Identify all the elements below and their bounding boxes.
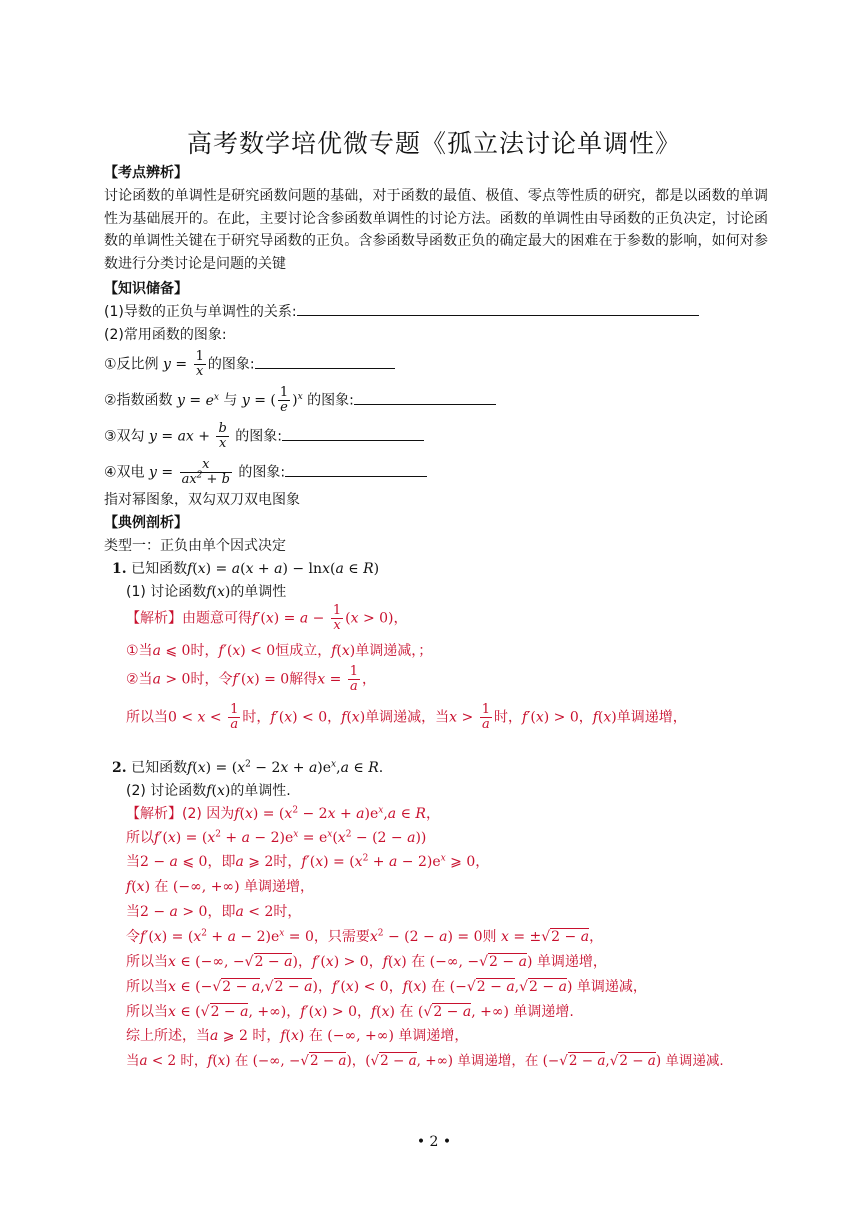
example-2-solution-line-5: 当2 − a > 0，即a < 2时， [126, 904, 302, 920]
page-title: 高考数学培优微专题《孤立法讨论单调性》 [186, 129, 681, 158]
example-2-solution-line-3: 当2 − a ⩽ 0，即a ⩾ 2时，$f'(x) = (x^2 + a - 2)e^x$ ⩾ 0， [126, 853, 490, 870]
example-2-solution-line-8: 所以当x ∈ (−√2 − a,√2 − a)，f′(x) < 0，f(x) 在 (−√2 − a,√2 − a) 单调递减， [126, 979, 647, 995]
knowledge-item-2: (2)常用函数的图象: [104, 327, 227, 343]
knowledge-item-7: 指对幂图象，双勾双刀双电图象 [104, 492, 300, 508]
example-1-solution-line-3: ②当a > 0时，令f′(x) = 0解得x = $\frac{1}{a}$ ， [126, 664, 377, 694]
knowledge-item-6: ④双电 y = $\frac{x}{ax^2 + b}$ 的图象: [104, 458, 427, 487]
example-2-question: (2) 讨论函数f(x)的单调性. [126, 783, 291, 799]
answer-blank [255, 354, 395, 369]
knowledge-item-5: ③双勾 y = ax + $\frac{b}{x}$ 的图象: [104, 422, 424, 451]
example-1-solution-line-4: 所以当0 < x < $\frac{1}{a}$ 时，f′(x) < 0，f(x)单调递减，当x > $\frac{1}{a}$ 时，f′(x) > 0，f(x)单调递增， [126, 702, 687, 732]
answer-blank [354, 390, 496, 405]
example-1-solution-line-1: 【解析】由题意可得f′(x) = a − $\frac{1}{x}$ (x > 0)， [126, 603, 408, 633]
example-2-solution-line-4: f(x) 在 (−∞, +∞) 单调递增， [126, 879, 314, 895]
example-2-solution-line-11: 当a < 2 时，f(x) 在 (−∞, −√2 − a)，(√2 − a, +∞) 单调递增，在 (−√2 − a,√2 − a) 单调递减. [126, 1053, 724, 1069]
analysis-heading: 【考点辨析】 [104, 165, 188, 181]
answer-blank [297, 301, 699, 316]
answer-blank [285, 462, 427, 477]
page-number: • 2 • [416, 1134, 452, 1150]
knowledge-item-4: ②指数函数 $y = e^x$ 与 y = ( $\frac{1}{e}$ )$^x$ 的图象: [104, 386, 496, 415]
example-1-stem: 1. 已知函数f(x) = a(x + a) − lnx(a ∈ R) [112, 561, 380, 577]
knowledge-item-3: ①反比例 y = $\frac{1}{x}$ 的图象: [104, 350, 395, 379]
knowledge-heading: 【知识储备】 [104, 281, 188, 297]
example-2-solution-line-10: 综上所述，当a ⩾ 2 时，f(x) 在 (−∞, +∞) 单调递增， [126, 1028, 469, 1044]
example-2-solution-line-2: 所以$f'(x) = (x^2 + a - 2)e^x = e^x(x^2 - (2 - a))$ [126, 829, 427, 846]
type-one-label: 类型一：正负由单个因式决定 [104, 538, 286, 554]
example-2-stem: 2. 已知函数$f(x) = (x^2 - 2x + a)e^x,a$ ∈ R. [112, 759, 384, 776]
example-1-question: (1) 讨论函数f(x)的单调性 [126, 584, 287, 600]
examples-heading: 【典例剖析】 [104, 515, 188, 531]
example-1-solution-line-2: ①当a ⩽ 0时，f′(x) < 0恒成立，f(x)单调递减，； [126, 643, 433, 659]
analysis-paragraph: 讨论函数的单调性是研究函数问题的基础，对于函数的最值、极值、零点等性质的研究，都是以函数的单调性为基础展开的。在此，主要讨论含参函数单调性的讨论方法。函数的单调性由导函数的正负决定，讨论函数的单调性关键在于研究导函数的正负。含参函数导函数正负的确定最大的困难在于参数的影响，如何对参数进行分类讨论是问题的关键 [104, 188, 768, 272]
example-2-solution-line-7: 所以当x ∈ (−∞, −√2 − a)，f′(x) > 0，f(x) 在 (−∞, −√2 − a) 单调递增， [126, 954, 607, 970]
answer-blank [282, 426, 424, 441]
example-2-solution-line-9: 所以当x ∈ (√2 − a, +∞)，f′(x) > 0，f(x) 在 (√2 − a, +∞) 单调递增. [126, 1004, 574, 1020]
example-2-solution-line-1: 【解析】(2) 因为$f(x) = (x^2 - 2x + a)e^x,a$ ∈ R， [126, 805, 440, 822]
knowledge-item-1: (1)导数的正负与单调性的关系: [104, 301, 699, 323]
example-2-solution-line-6: 令$f'(x) = (x^2 + a - 2)e^x = 0$，只需要$x^2 - (2 - a) = 0$则 x = ±√2 − a， [126, 928, 604, 945]
